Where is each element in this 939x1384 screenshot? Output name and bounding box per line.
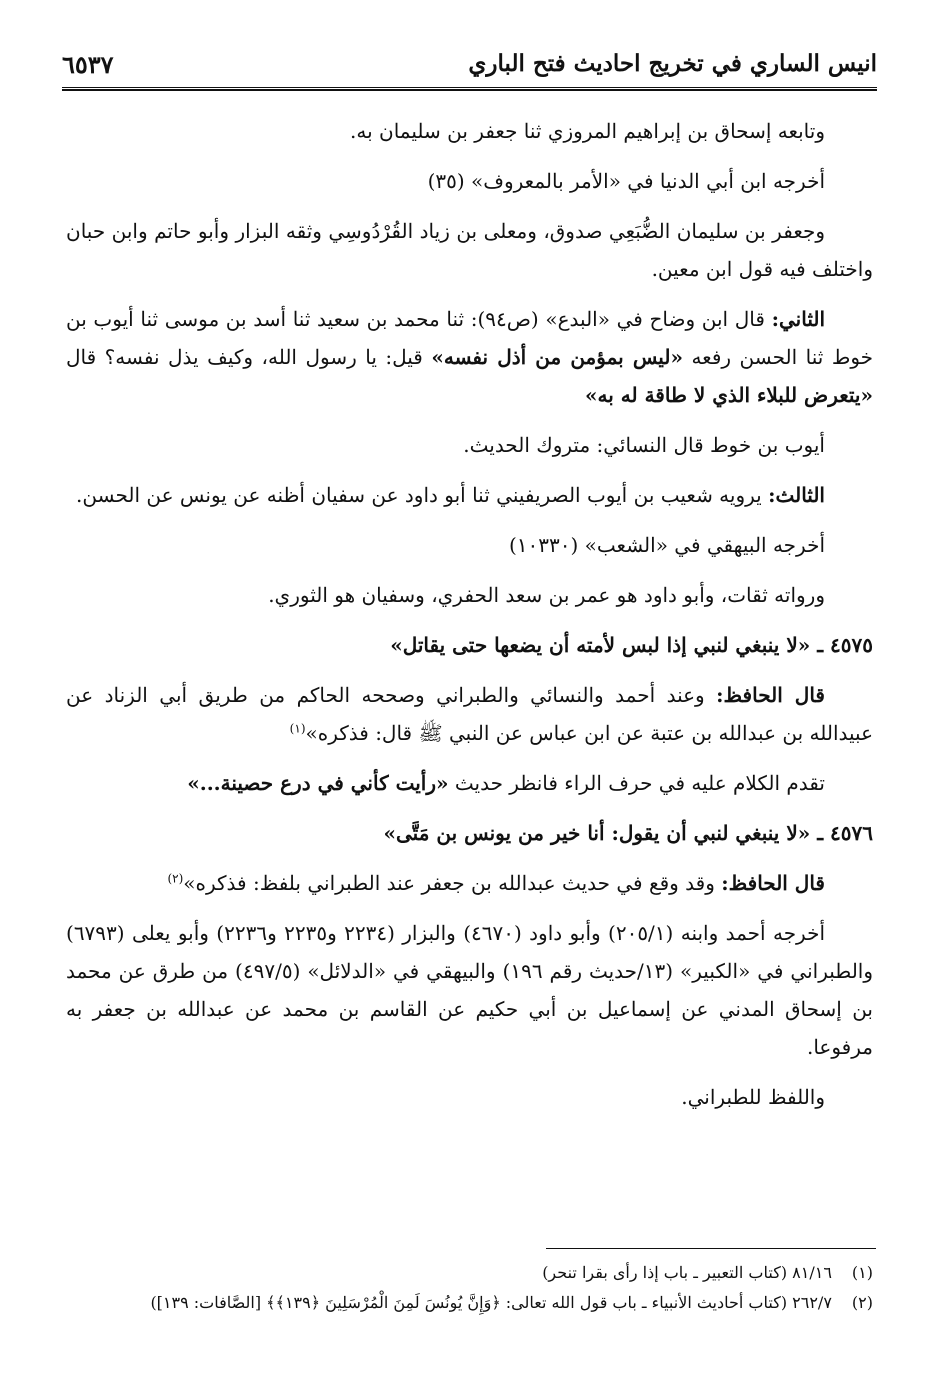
footnote-text: ٨١/١٦ (كتاب التعبير ـ باب إذا رأى بقرا تنحر): [542, 1263, 832, 1282]
running-header: [62, 40, 877, 90]
paragraph-text: وعند أحمد والنسائي والطبراني وصححه الحاكم من طريق أبي الزناد عن عبيدالله بن عبدالله بن عتبة عن ابن عباس عن النبي ﷺ قال: فذكره»: [66, 683, 873, 745]
hadith-heading-4576: ٤٥٧٦ ـ «لا ينبغي لنبي أن يقول: أنا خير من يونس بن مَتَّى»: [383, 821, 873, 845]
paragraph: [66, 914, 873, 1066]
section-label: الثالث:: [768, 483, 825, 507]
paragraph-text: من طرق عن محمد بن إسحاق المدني عن إسماعيل بن أبي حكيم عن القاسم بن محمد عن عبدالله بن جعفر به مرفوعا.: [66, 959, 873, 1059]
hadith-quote: «يتعرض للبلاء الذي لا طاقة له به»: [585, 383, 873, 407]
paragraph: وتابعه إسحاق بن إبراهيم المروزي ثنا جعفر بن سليمان به.: [350, 119, 825, 143]
section-label: قال الحافظ:: [721, 871, 825, 895]
paragraph: أيوب بن خوط قال النسائي: متروك الحديث.: [463, 433, 825, 457]
paragraph-text: يرويه شعيب بن أيوب الصريفيني ثنا أبو داود عن سفيان أظنه عن يونس عن الحسن.: [76, 483, 762, 507]
book-title: انيس الساري في تخريج احاديث فتح الباري: [468, 50, 877, 77]
footnote-ref[interactable]: (١): [289, 721, 306, 736]
page-number: ٦٥٣٧: [62, 50, 114, 79]
hadith-heading-4575: ٤٥٧٥ ـ «لا ينبغي لنبي إذا لبس لأمته أن يضعها حتى يقاتل»: [390, 633, 873, 657]
paragraph: [66, 476, 873, 514]
paragraph-text: أخرجه أحمد وابنه (٢٠٥/١) وأبو داود (٤٦٧٠) والبزار (٢٢٣٤ و٢٢٣٥ و٢٢٣٦) وأبو يعلى (٦٧٩٣) والطبراني في «الكبير» (١٣/حديث رقم ١٩٦) والبيهقي في «الدلائل» (٤٩٧/٥): [66, 921, 874, 983]
paragraph: وجعفر بن سليمان الضُّبَعِي صدوق، ومعلى بن زياد القُرْدُوسِي وثقه البزار وأبو حاتم وابن حبان واختلف فيه قول ابن معين.: [66, 219, 873, 281]
footnote-text: ٢٦٢/٧ (كتاب أحاديث الأنبياء ـ باب قول الله تعالى: ﴿وَإِنَّ يُونُسَ لَمِنَ الْمُرْسَلِينَ ﴿١٣٩﴾﴾ [الصَّافات: ١٣٩]): [150, 1293, 832, 1312]
footnote-number: (٢): [851, 1293, 873, 1312]
main-text: [66, 112, 873, 1128]
section-label: قال الحافظ:: [716, 683, 825, 707]
paragraph: واللفظ للطبراني.: [681, 1085, 825, 1109]
footnote: [66, 1288, 873, 1318]
paragraph: ورواته ثقات، وأبو داود هو عمر بن سعد الحفري، وسفيان هو الثوري.: [268, 583, 825, 607]
footnote-ref[interactable]: (٢): [167, 871, 184, 886]
paragraph: [66, 764, 873, 802]
paragraph-text: تقدم الكلام عليه في حرف الراء فانظر حديث: [454, 771, 825, 795]
paragraph: أخرجه البيهقي في «الشعب» (١٠٣٣٠): [508, 533, 825, 557]
paragraph: [66, 676, 873, 752]
footnote-number: (١): [851, 1263, 873, 1282]
footnote-rule: [546, 1248, 876, 1249]
footnote: [66, 1258, 873, 1288]
paragraph-text: قيل: يا رسول الله، وكيف يذل نفسه؟ قال: [66, 345, 423, 369]
paragraph-text: قال ابن وضاح في «البدع» (ص٩٤): ثنا محمد بن سعيد ثنا أسد بن موسى ثنا أيوب بن خوط ثنا الحسن رفعه: [66, 307, 874, 369]
paragraph: [66, 300, 873, 414]
section-label: الثاني:: [771, 307, 826, 331]
footnotes: [66, 1258, 873, 1318]
paragraph-text: وقد وقع في حديث عبدالله بن جعفر عند الطبراني بلفظ: فذكره»: [183, 871, 715, 895]
hadith-quote: «ليس بمؤمن من أذل نفسه»: [431, 345, 683, 369]
hadith-quote: «رأيت كأني في درع حصينة...»: [187, 771, 449, 795]
header-rule: [62, 87, 877, 91]
paragraph: أخرجه ابن أبي الدنيا في «الأمر بالمعروف» (٣٥): [427, 169, 825, 193]
paragraph: [66, 864, 873, 902]
